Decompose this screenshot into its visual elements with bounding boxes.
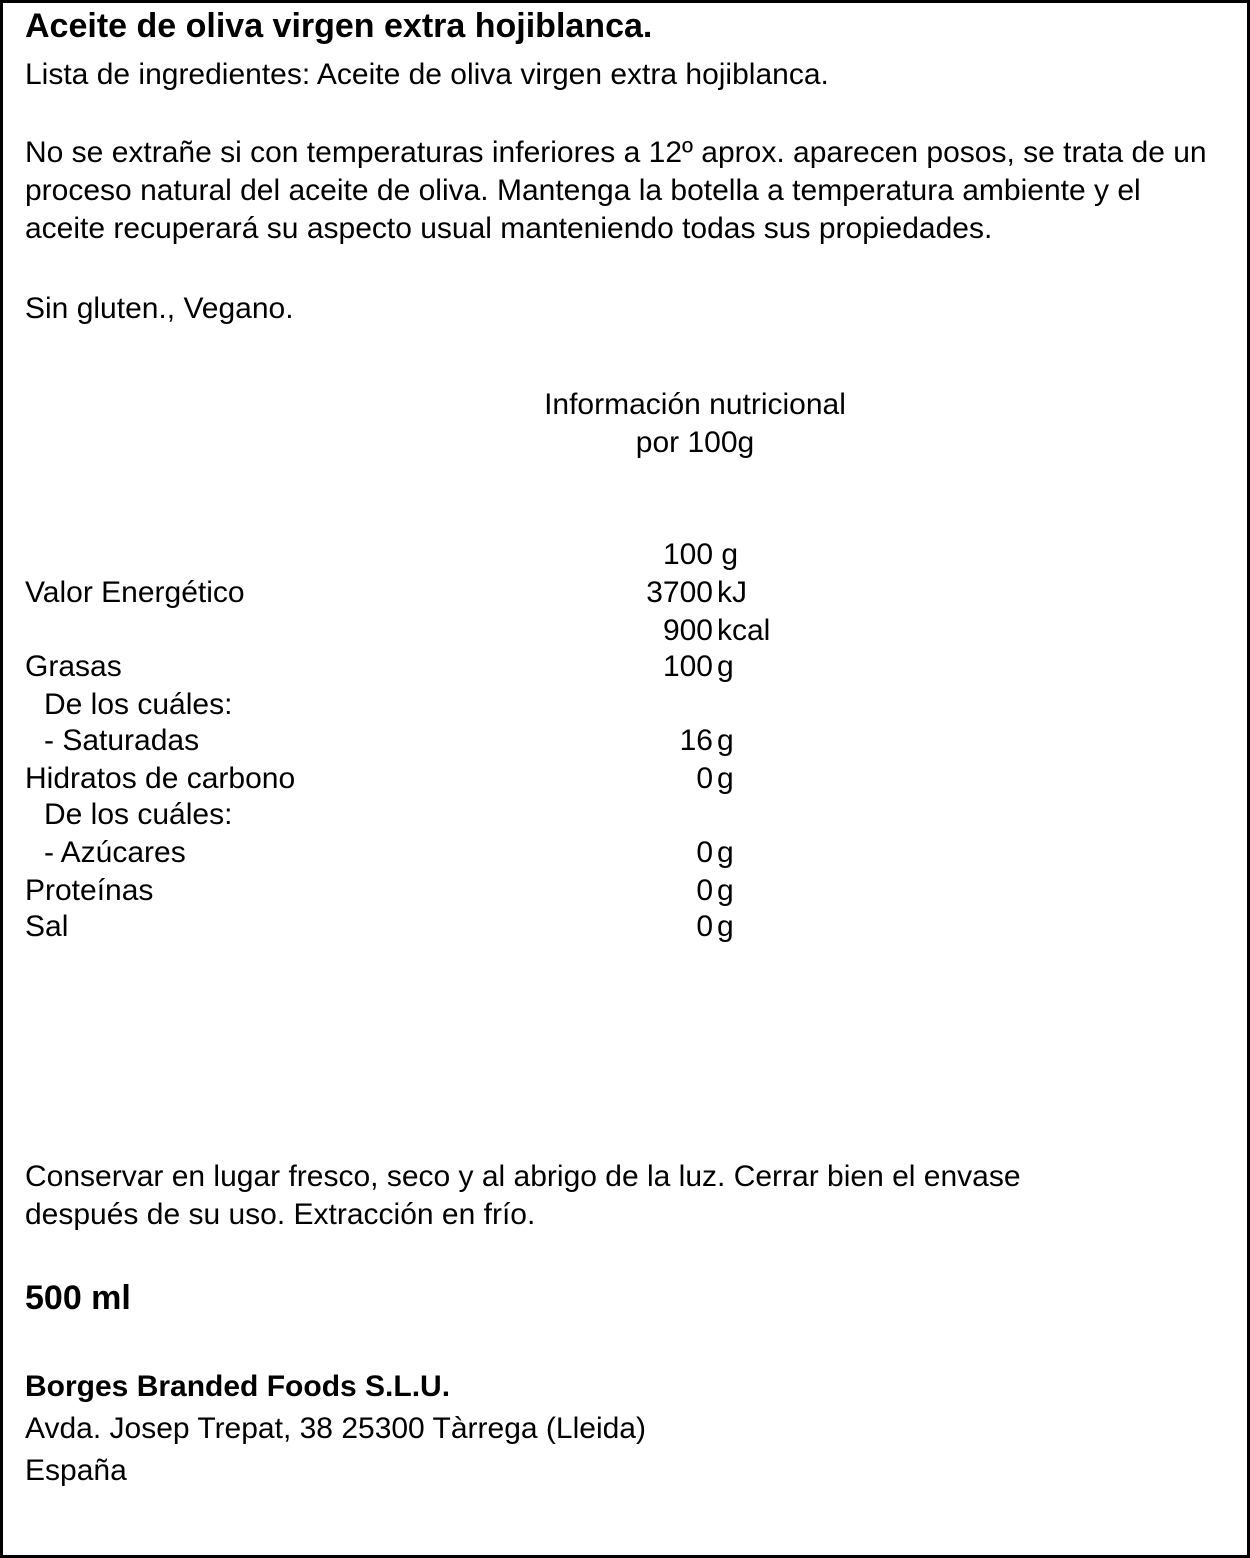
protein-label: Proteínas [25,874,154,907]
company-country: España [25,1454,127,1487]
energy-kj-unit: kJ [717,576,747,609]
saturated-label: - Saturadas [44,724,200,757]
saturated-value: 16 [679,724,713,757]
saturated-unit: g [717,724,734,757]
carbs-unit: g [717,762,734,795]
energy-kj-value: 3700 [646,576,713,609]
salt-unit: g [717,910,734,943]
sediment-notice: No se extrañe si con temperaturas inferiores a 12º aprox. aparecen posos, se trata de un proceso natural del aceite de oliva. Mantenga la botella a temperatura ambiente y el aceite recuperará su aspecto usual manteniendo todas sus propiedades. [25,136,1207,245]
carbs-label: Hidratos de carbono [25,762,296,795]
nutrition-column-header: 100 g [663,538,739,571]
sugars-unit: g [717,836,734,869]
sugars-label: - Azúcares [44,836,186,869]
dietary-claims: Sin gluten., Vegano. [25,292,294,325]
fat-value: 100 [662,650,713,683]
sugars-value: 0 [696,836,713,869]
fat-unit: g [717,650,734,683]
ingredients-list: Lista de ingredientes: Aceite de oliva virgen extra hojiblanca. [25,58,829,91]
company-name: Borges Branded Foods S.L.U. [25,1370,451,1403]
product-title: Aceite de oliva virgen extra hojiblanca. [25,7,653,45]
volume: 500 ml [25,1279,131,1317]
energy-kcal-value: 900 [662,614,713,647]
carbs-of-which-label: De los cuáles: [44,798,233,831]
fat-of-which-label: De los cuáles: [44,688,233,721]
salt-value: 0 [696,910,713,943]
nutrition-heading: Información nutricional [544,388,846,421]
fat-label: Grasas [25,650,122,683]
carbs-value: 0 [696,762,713,795]
protein-unit: g [717,874,734,907]
energy-kcal-unit: kcal [717,614,771,647]
company-address: Avda. Josep Trepat, 38 25300 Tàrrega (Lleida) [25,1412,646,1445]
protein-value: 0 [696,874,713,907]
energy-label: Valor Energético [25,576,245,609]
salt-label: Sal [25,910,69,943]
nutrition-subheading: por 100g [635,426,755,459]
storage-instructions: Conservar en lugar fresco, seco y al abrigo de la luz. Cerrar bien el envase después de su uso. Extracción en frío. [25,1160,1021,1231]
